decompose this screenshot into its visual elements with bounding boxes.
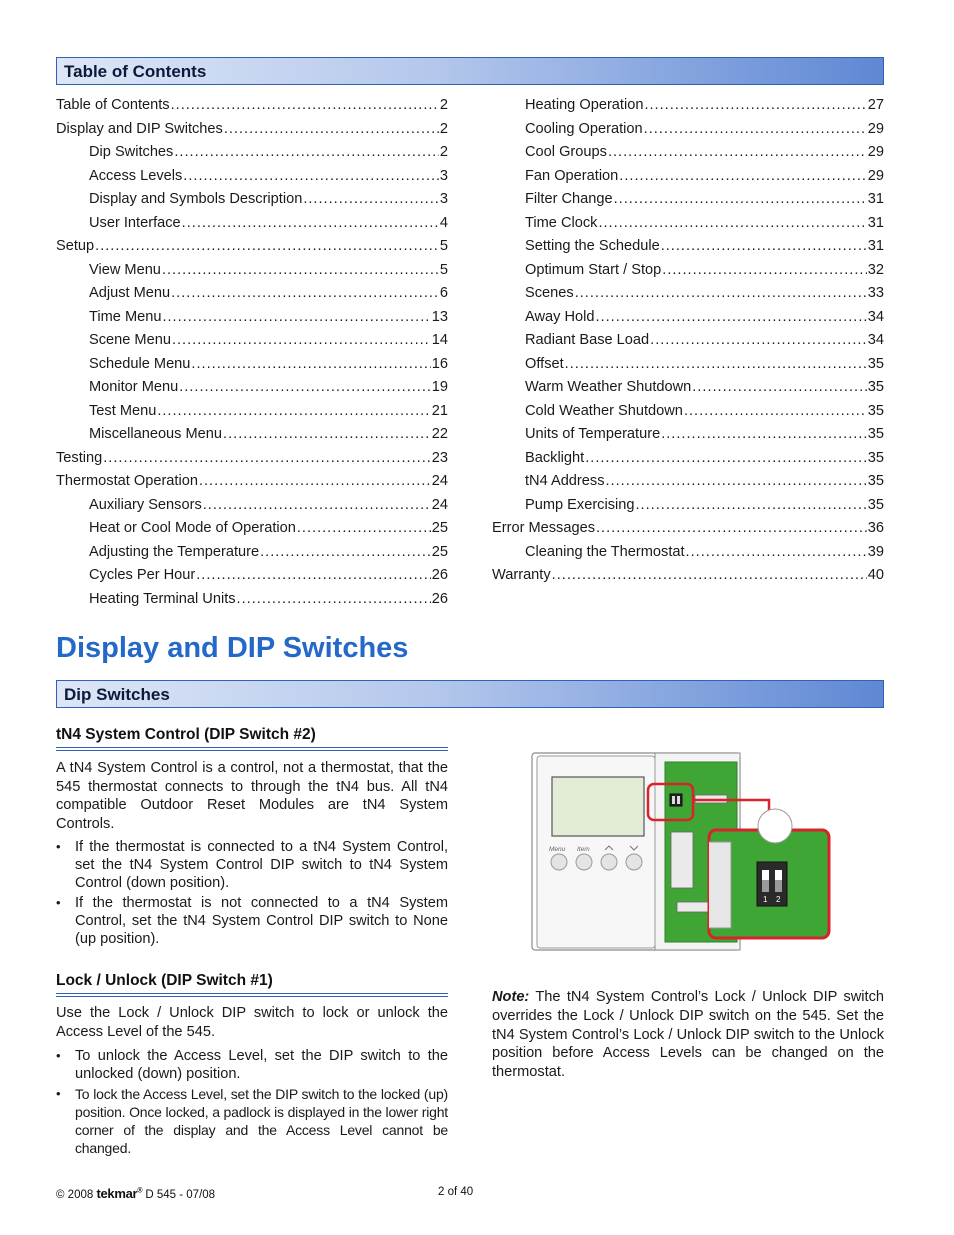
toc-entry-title: Radiant Base Load [525, 332, 650, 348]
toc-entry-title: Warranty [492, 567, 551, 583]
toc-entry-title: Cool Groups [525, 144, 607, 160]
toc-entry [56, 376, 448, 400]
toc-entry-page: 26 [431, 590, 448, 607]
toc-leader-dots [171, 94, 439, 118]
toc-entry [492, 564, 884, 588]
toc-leader-dots [172, 329, 431, 353]
toc-entry-page: 34 [867, 308, 884, 325]
toc-entry-page: 24 [431, 473, 448, 489]
toc-entry-title: Adjust Menu [89, 285, 171, 301]
toc-entry-title: User Interface [89, 214, 181, 231]
toc-entry-page: 26 [431, 567, 448, 583]
toc-leader-dots [223, 423, 431, 447]
note-text: The tN4 System Control’s Lock / Unlock DIP switch overrides the Lock / Unlock DIP switch on the 545. Set the tN4 System Control’s Lock / Unlock DIP switch to the Unlock position before Access Levels can be changed on the thermostat. [492, 989, 884, 1081]
toc-leader-dots [585, 447, 867, 471]
toc-header: Table of Contents [56, 57, 884, 85]
button-label-item: Item [577, 846, 590, 853]
lock-paragraph: Use the Lock / Unlock DIP switch to lock or unlock the Access Level of the 545. [56, 1005, 448, 1040]
toc-entry-page: 2 [439, 144, 448, 160]
toc-entry [492, 306, 884, 330]
list-item: • To unlock the Access Level, set the DIP switch to the unlocked (down) position. [56, 1047, 448, 1083]
toc-entry [56, 494, 448, 518]
toc-entry [56, 564, 448, 588]
toc-entry-page: 4 [439, 214, 448, 231]
toc-entry-page: 35 [867, 496, 884, 513]
toc-entry-title: Cleaning the Thermostat [525, 543, 685, 560]
toc-leader-dots [203, 494, 431, 518]
toc-entry-title: Cycles Per Hour [89, 567, 196, 583]
toc-leader-dots [183, 165, 439, 189]
toc-entry [56, 588, 448, 612]
toc-entry-page: 2 [439, 120, 448, 137]
footer-page-number: 2 of 40 [438, 1186, 474, 1198]
toc-entry-page: 6 [439, 285, 448, 301]
switch-number-2: 2 [776, 895, 781, 904]
toc-entry-title: Scene Menu [89, 332, 171, 348]
toc-entry-title: Warm Weather Shutdown [525, 379, 692, 395]
toc-entry-title: Filter Change [525, 191, 613, 207]
toc-entry [492, 165, 884, 189]
toc-entry-title: View Menu [89, 261, 161, 278]
toc-entry [492, 470, 884, 494]
toc-entry-title: Heating Terminal Units [89, 590, 236, 607]
toc-entry-title: Setup [56, 238, 95, 254]
toc-entry [492, 188, 884, 212]
toc-leader-dots [650, 329, 867, 353]
toc-entry-title: Away Hold [525, 308, 595, 325]
toc-entry-page: 31 [867, 191, 884, 207]
toc-entry-page: 2 [439, 97, 448, 113]
toc-entry [56, 423, 448, 447]
toc-entry [56, 353, 448, 377]
toc-leader-dots [196, 564, 431, 588]
toc-entry-page: 35 [867, 473, 884, 489]
brand-name: tekmar [96, 1186, 138, 1201]
toc-entry-title: Schedule Menu [89, 355, 191, 372]
toc-leader-dots [191, 353, 430, 377]
toc-entry-page: 40 [867, 567, 884, 583]
toc-leader-dots [237, 588, 431, 612]
dip-switches-header: Dip Switches [56, 680, 884, 708]
toc-entry [56, 165, 448, 189]
toc-entry-title: Access Levels [89, 167, 183, 184]
toc-entry-title: Miscellaneous Menu [89, 426, 223, 442]
toc-entry-title: Cooling Operation [525, 120, 643, 137]
toc-leader-dots [644, 118, 867, 142]
toc-entry-title: Pump Exercising [525, 496, 635, 513]
toc-leader-dots [95, 235, 439, 259]
toc-entry-page: 13 [431, 308, 448, 325]
toc-entry-page: 5 [439, 238, 448, 254]
toc-entry [492, 118, 884, 142]
toc-entry-page: 22 [431, 426, 448, 442]
toc-entry-title: Table of Contents [56, 97, 170, 113]
toc-leader-dots [171, 282, 439, 306]
toc-entry [56, 235, 448, 259]
page-title: Display and DIP Switches [56, 632, 409, 664]
list-item: • If the thermostat is connected to a tN4 System Control, set the tN4 System Control DIP switch to tN4 System Control (down position). [56, 838, 448, 892]
toc-entry-page: 25 [431, 520, 448, 536]
toc-entry-title: Thermostat Operation [56, 473, 198, 489]
toc-entry-title: Test Menu [89, 402, 157, 419]
toc-entry-page: 33 [867, 285, 884, 301]
switch-number-1: 1 [763, 895, 768, 904]
toc-leader-dots [224, 118, 439, 142]
toc-entry [56, 94, 448, 118]
toc-leader-dots [619, 165, 866, 189]
toc-entry-title: Backlight [525, 449, 585, 466]
toc-entry [56, 447, 448, 471]
note-paragraph [492, 988, 884, 1082]
toc-entry [56, 259, 448, 283]
toc-leader-dots [174, 141, 439, 165]
toc-leader-dots [157, 400, 430, 424]
toc-leader-dots [199, 470, 431, 494]
button-label-menu: Menu [549, 846, 566, 853]
toc-entry-title: Monitor Menu [89, 379, 179, 395]
list-item: • To lock the Access Level, set the DIP switch to the locked (up) position. Once locked, a padlock is displayed in the lower right corner of the display and the Access Level cannot be changed. [56, 1085, 448, 1157]
toc-entry-title: Cold Weather Shutdown [525, 402, 683, 419]
toc-entry-page: 3 [439, 167, 448, 184]
toc-entry-page: 34 [867, 332, 884, 348]
toc-entry [492, 329, 884, 353]
toc-entry [492, 376, 884, 400]
toc-entry-title: Error Messages [492, 520, 595, 536]
toc-leader-dots [686, 541, 867, 565]
toc-entry-page: 35 [867, 402, 884, 419]
brand-registered: ® [137, 1187, 143, 1195]
toc-entry [492, 212, 884, 236]
toc-entry-page: 35 [867, 379, 884, 395]
toc-entry-title: Fan Operation [525, 167, 619, 184]
toc-entry-page: 39 [867, 543, 884, 560]
toc-entry-page: 23 [431, 449, 448, 466]
thermostat-illustration [531, 752, 835, 952]
toc-entry-page: 21 [431, 402, 448, 419]
toc-entry [492, 282, 884, 306]
thermostat-dip-switch-figure [531, 752, 835, 952]
toc-leader-dots [103, 447, 431, 471]
toc-entry [492, 447, 884, 471]
toc-leader-dots [552, 564, 867, 588]
toc-leader-dots [684, 400, 867, 424]
toc-leader-dots [303, 188, 439, 212]
list-item: • If the thermostat is not connected to a tN4 System Control, set the tN4 System Control DIP switch to None (up position). [56, 894, 448, 948]
toc-entry [492, 400, 884, 424]
toc-entry [56, 329, 448, 353]
toc-entry-page: 36 [867, 520, 884, 536]
footer-left [56, 1186, 215, 1201]
toc-leader-dots [297, 517, 431, 541]
toc-leader-dots [182, 212, 439, 236]
tn4-paragraph: A tN4 System Control is a control, not a thermostat, that the 545 thermostat connects to through the tN4 bus. All tN4 compatible Outdoor Reset Modules are tN4 System Controls. [56, 760, 448, 832]
toc-entry [492, 541, 884, 565]
note-label: Note: [492, 989, 530, 1005]
toc-entry [56, 118, 448, 142]
toc-entry-title: Auxiliary Sensors [89, 496, 202, 513]
toc-entry [492, 259, 884, 283]
toc-entry-title: Testing [56, 449, 103, 466]
toc-leader-dots [598, 212, 866, 236]
toc-entry [56, 141, 448, 165]
toc-leader-dots [575, 282, 867, 306]
toc-leader-dots [608, 141, 867, 165]
toc-entry-title: Heating Operation [525, 97, 644, 113]
toc-entry [492, 353, 884, 377]
toc-leader-dots [606, 470, 867, 494]
tekmar-logo [96, 1186, 142, 1201]
toc-leader-dots [614, 188, 867, 212]
toc-leader-dots [162, 306, 430, 330]
toc-entry [56, 470, 448, 494]
lock-heading: Lock / Unlock (DIP Switch #1) [56, 972, 448, 994]
toc-entry [492, 423, 884, 447]
toc-leader-dots [162, 259, 439, 283]
toc-entry-page: 35 [867, 449, 884, 466]
toc-leader-dots [260, 541, 431, 565]
toc-entry-title: Dip Switches [89, 144, 174, 160]
lock-bullet-list [56, 1047, 448, 1159]
toc-entry-page: 31 [867, 238, 884, 254]
toc-entry-title: Units of Temperature [525, 426, 661, 442]
toc-entry [492, 141, 884, 165]
tn4-bullet-list [56, 838, 448, 950]
toc-entry-title: Adjusting the Temperature [89, 543, 260, 560]
toc-entry-title: tN4 Address [525, 473, 605, 489]
toc-right-column [492, 94, 884, 588]
toc-entry [56, 212, 448, 236]
toc-leader-dots [179, 376, 431, 400]
toc-entry-page: 3 [439, 191, 448, 207]
toc-entry [492, 235, 884, 259]
toc-entry-page: 16 [431, 355, 448, 372]
toc-entry-page: 24 [431, 496, 448, 513]
toc-entry-title: Time Menu [89, 308, 162, 325]
toc-entry [56, 188, 448, 212]
toc-entry-page: 29 [867, 144, 884, 160]
toc-entry-title: Display and Symbols Description [89, 191, 303, 207]
toc-entry-title: Display and DIP Switches [56, 120, 223, 137]
toc-entry-title: Offset [525, 355, 564, 372]
toc-entry [492, 494, 884, 518]
toc-entry-page: 35 [867, 426, 884, 442]
toc-entry-title: Heat or Cool Mode of Operation [89, 520, 296, 536]
toc-entry [56, 306, 448, 330]
toc-entry-page: 5 [439, 261, 448, 278]
toc-leader-dots [662, 259, 867, 283]
tn4-heading: tN4 System Control (DIP Switch #2) [56, 726, 448, 748]
toc-entry-page: 29 [867, 167, 884, 184]
toc-entry-page: 31 [867, 214, 884, 231]
toc-entry [492, 517, 884, 541]
toc-entry-page: 14 [431, 332, 448, 348]
toc-entry [56, 541, 448, 565]
toc-leader-dots [661, 423, 867, 447]
toc-entry [56, 282, 448, 306]
toc-entry [56, 400, 448, 424]
toc-entry-page: 35 [867, 355, 884, 372]
toc-entry-page: 29 [867, 120, 884, 137]
toc-entry [492, 94, 884, 118]
footer-copyright: © 2008 [56, 1189, 94, 1201]
toc-leader-dots [565, 353, 867, 377]
toc-entry-title: Time Clock [525, 214, 598, 231]
toc-leader-dots [692, 376, 866, 400]
toc-leader-dots [596, 517, 867, 541]
toc-entry-title: Setting the Schedule [525, 238, 660, 254]
toc-entry-page: 25 [431, 543, 448, 560]
toc-entry-title: Scenes [525, 285, 574, 301]
toc-entry-title: Optimum Start / Stop [525, 261, 662, 278]
toc-entry-page: 32 [867, 261, 884, 278]
toc-entry-page: 19 [431, 379, 448, 395]
toc-leader-dots [644, 94, 866, 118]
footer-doc-number: D 545 - 07/08 [145, 1189, 216, 1201]
toc-entry [56, 517, 448, 541]
toc-entry-page: 27 [867, 97, 884, 113]
toc-leader-dots [661, 235, 867, 259]
toc-leader-dots [596, 306, 867, 330]
toc-leader-dots [636, 494, 867, 518]
toc-left-column [56, 94, 448, 611]
